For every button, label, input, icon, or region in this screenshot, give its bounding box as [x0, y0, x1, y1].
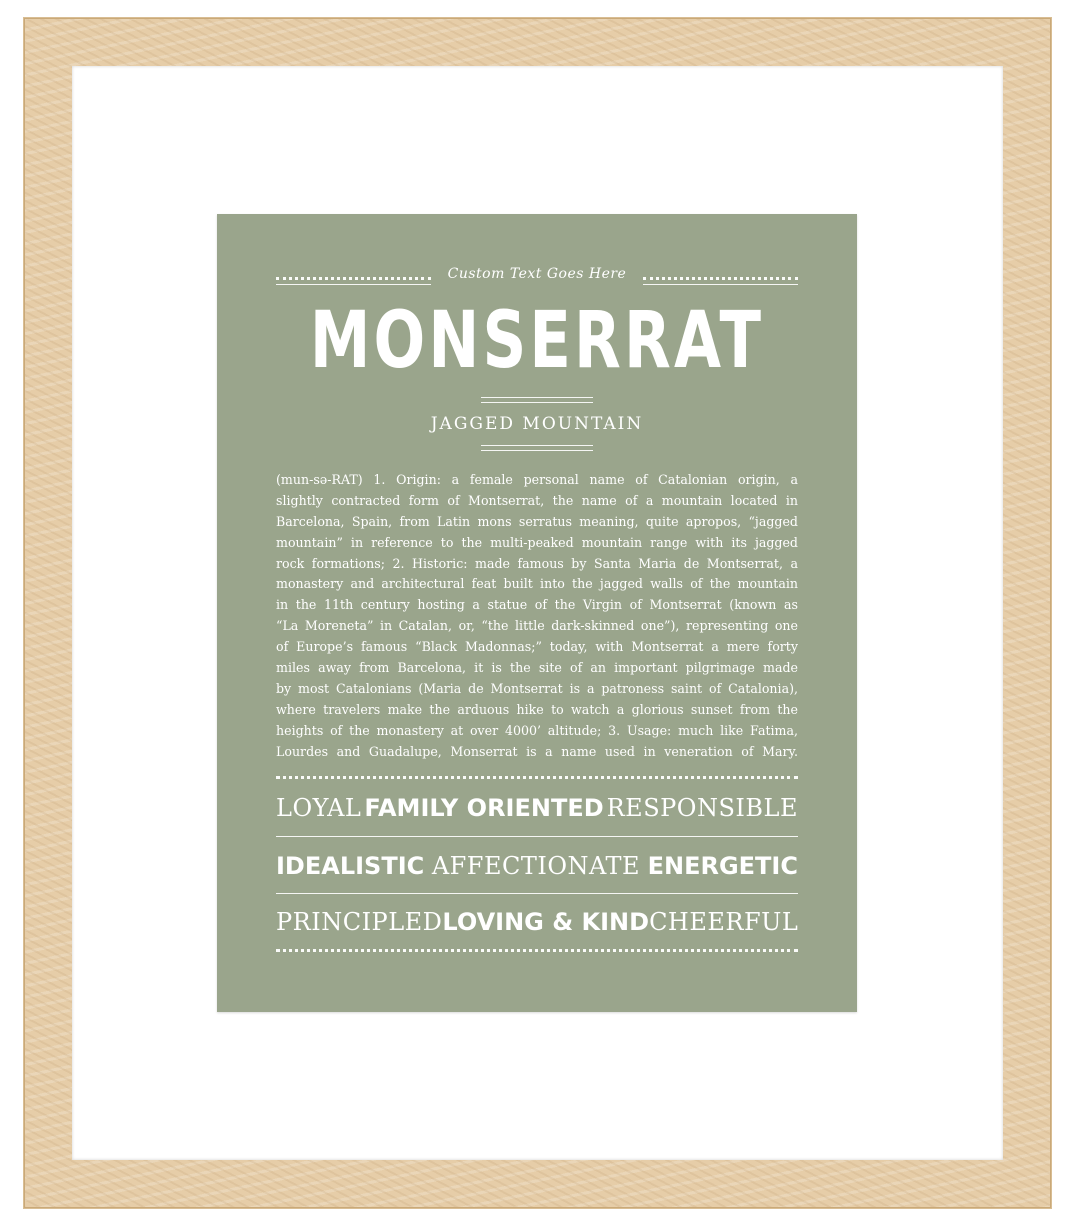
trait-row-1: [276, 783, 798, 833]
traits-bottom-dotted-divider: [276, 949, 798, 952]
trait-row-3: [276, 897, 798, 947]
trait-row-divider: [276, 893, 798, 894]
definition-line: “La Moreneta” in Catalan, or, “the little dark-skinned one”), representing one: [276, 618, 798, 634]
meaning-bottom-rule-1: [481, 445, 593, 446]
trait-word: ENERGETIC: [647, 852, 798, 880]
top-left-rule: [276, 284, 431, 285]
definition-line: monastery and architectural feat built into the jagged walls of the mountain: [276, 576, 798, 592]
trait-word: PRINCIPLED: [276, 908, 443, 936]
print-name-title: MONSERRAT: [309, 296, 765, 386]
trait-row-divider: [276, 836, 798, 837]
definition-line: in the 11th century hosting a statue of the Virgin of Montserrat (known as: [276, 597, 798, 613]
trait-word: AFFECTIONATE: [431, 852, 641, 880]
trait-word: CHEERFUL: [649, 908, 799, 936]
definition-line: slightly contracted form of Montserrat, the name of a mountain located in: [276, 492, 798, 508]
trait-word: LOVING & KIND: [442, 908, 650, 936]
definition-line: Lourdes and Guadalupe, Monserrat is a name used in veneration of Mary.: [276, 743, 798, 759]
traits-top-dotted-divider: [276, 776, 798, 779]
meaning-top-rule-1: [481, 397, 593, 398]
definition-line: miles away from Barcelona, it is the site of an important pilgrimage made: [276, 660, 798, 676]
trait-word: IDEALISTIC: [276, 852, 425, 880]
trait-row-2: [276, 841, 798, 891]
name-definition: [276, 470, 798, 762]
definition-line: by most Catalonians (Maria de Montserrat is a patroness saint of Catalonia),: [276, 680, 798, 696]
definition-line: mountain” in reference to the multi-peaked mountain range with its jagged: [276, 534, 798, 550]
definition-line: Barcelona, Spain, from Latin mons serratus meaning, quite apropos, “jagged: [276, 513, 798, 529]
meaning-bottom-rule-2: [481, 450, 593, 451]
name-meaning: JAGGED MOUNTAIN: [430, 414, 644, 434]
definition-line: where travelers make the arduous hike to watch a glorious sunset from the: [276, 701, 798, 717]
top-right-rule: [643, 284, 798, 285]
trait-word: FAMILY ORIENTED: [364, 794, 604, 822]
definition-line: (mun-sə-RAT) 1. Origin: a female personal name of Catalonian origin, a: [276, 472, 798, 487]
trait-word: LOYAL: [276, 794, 362, 822]
definition-line: heights of the monastery at over 4000’ altitude; 3. Usage: much like Fatima,: [276, 722, 798, 738]
definition-line: of Europe’s famous “Black Madonnas;” today, with Montserrat a mere forty: [276, 639, 798, 655]
custom-text: Custom Text Goes Here: [447, 266, 627, 282]
name-print: [217, 214, 857, 1012]
meaning-top-rule-2: [481, 402, 593, 403]
trait-word: RESPONSIBLE: [606, 794, 798, 822]
definition-line: rock formations; 2. Historic: made famous by Santa Maria de Montserrat, a: [276, 555, 798, 571]
